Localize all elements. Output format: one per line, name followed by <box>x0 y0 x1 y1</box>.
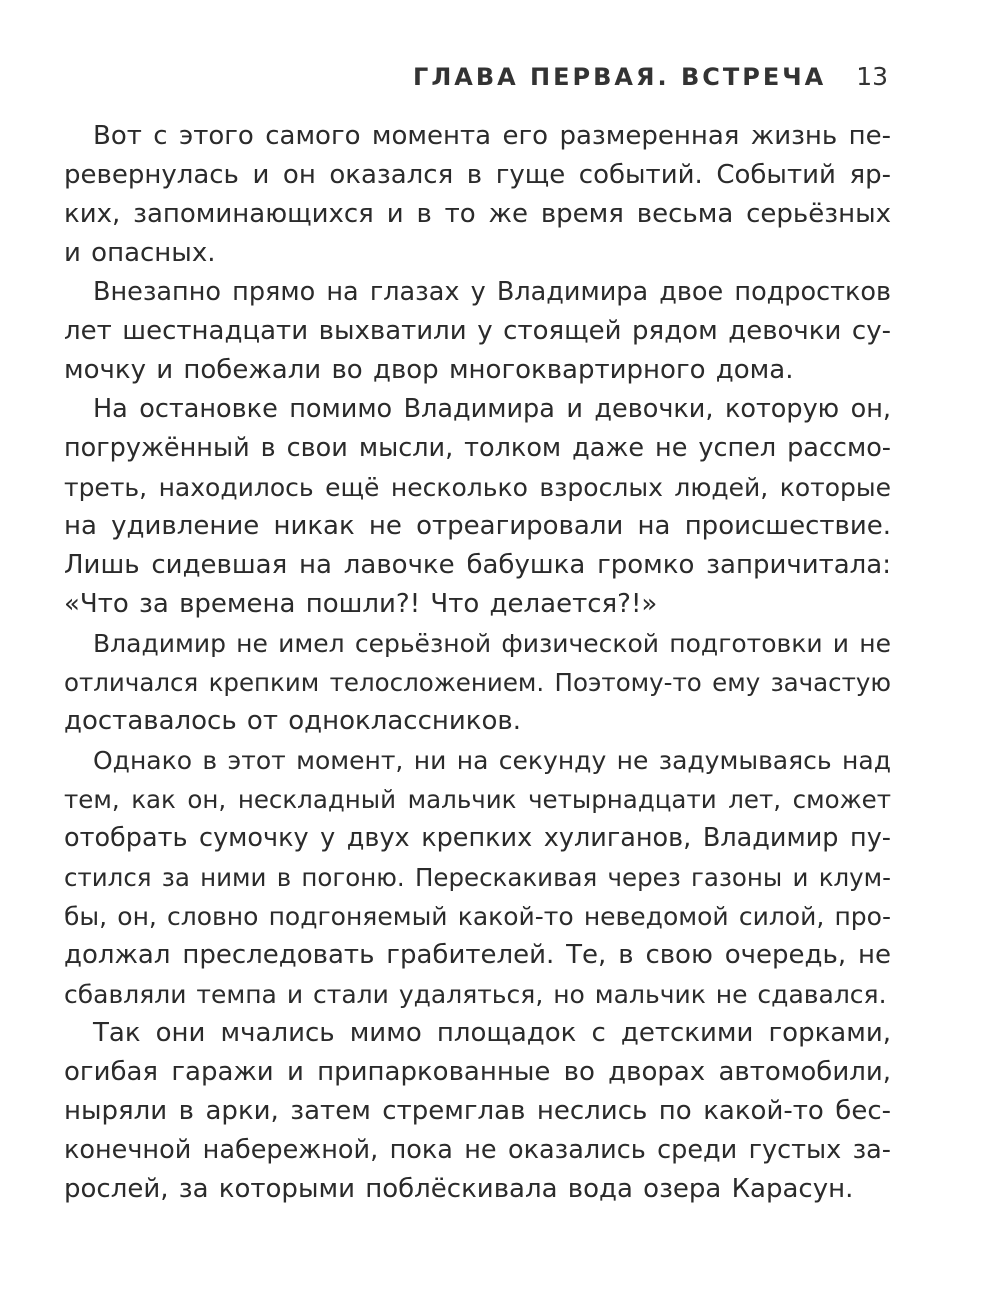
paragraph <box>64 741 891 1014</box>
text-line: бы, он, словно подгоняемый какой-то неведомой силой, про- <box>64 902 891 931</box>
text-line: рослей, за которыми поблёскивала вода озера Карасун. <box>64 1174 854 1204</box>
page-header <box>413 62 888 91</box>
paragraph <box>64 1014 891 1209</box>
text-line: Лишь сидевшая на лавочке бабушка громко запричитала: <box>64 550 891 580</box>
text-line: ких, запоминающихся и в то же время весьма серьёзных <box>64 199 891 229</box>
text-line: На остановке помимо Владимира и девочки, которую он, <box>93 394 891 424</box>
paragraph <box>64 273 891 390</box>
text-line: стился за ними в погоню. Перескакивая через газоны и клум- <box>64 863 891 892</box>
text-line: отобрать сумочку у двух крепких хулиганов, Владимир пу- <box>64 823 891 853</box>
text-line: доставалось от одноклассников. <box>64 706 521 736</box>
paragraph <box>64 117 891 273</box>
chapter-title: ГЛАВА ПЕРВАЯ. ВСТРЕЧА <box>413 63 827 91</box>
page-number: 13 <box>856 62 888 91</box>
text-line: Однако в этот момент, ни на секунду не задумываясь над <box>93 746 891 775</box>
text-line: огибая гаражи и припаркованные во дворах автомобили, <box>64 1057 891 1087</box>
text-line: мочку и побежали во двор многоквартирного дома. <box>64 355 794 385</box>
text-line: Так они мчались мимо площадок с детскими горками, <box>93 1018 891 1048</box>
body-text <box>64 117 891 1209</box>
text-line: на удивление никак не отреагировали на происшествие. <box>64 511 891 541</box>
text-line: ныряли в арки, затем стремглав неслись по какой-то бес- <box>64 1096 891 1126</box>
text-line: и опасных. <box>64 238 216 268</box>
text-line: Внезапно прямо на глазах у Владимира двое подростков <box>93 277 891 307</box>
text-line: «Что за времена пошли?! Что делается?!» <box>64 589 658 619</box>
text-line: конечной набережной, пока не оказались среди густых за- <box>64 1135 891 1165</box>
text-line: отличался крепким телосложением. Поэтому-то ему зачастую <box>64 668 891 697</box>
paragraph <box>64 390 891 624</box>
text-line: Вот с этого самого момента его размеренная жизнь пе- <box>93 121 891 151</box>
text-line: должал преследовать грабителей. Те, в свою очередь, не <box>64 940 891 970</box>
text-line: ревернулась и он оказался в гуще событий. Событий яр- <box>64 160 891 190</box>
text-line: треть, находилось ещё несколько взрослых людей, которые <box>64 473 891 502</box>
text-line: лет шестнадцати выхватили у стоящей рядом девочки су- <box>64 316 891 346</box>
text-line: Владимир не имел серьёзной физической подготовки и не <box>93 629 891 658</box>
paragraph <box>64 624 891 741</box>
text-line: тем, как он, нескладный мальчик четырнадцати лет, сможет <box>64 785 891 814</box>
text-line: сбавляли темпа и стали удаляться, но мальчик не сдавался. <box>64 980 887 1009</box>
text-line: погружённый в свои мысли, толком даже не успел рассмо- <box>64 433 891 463</box>
